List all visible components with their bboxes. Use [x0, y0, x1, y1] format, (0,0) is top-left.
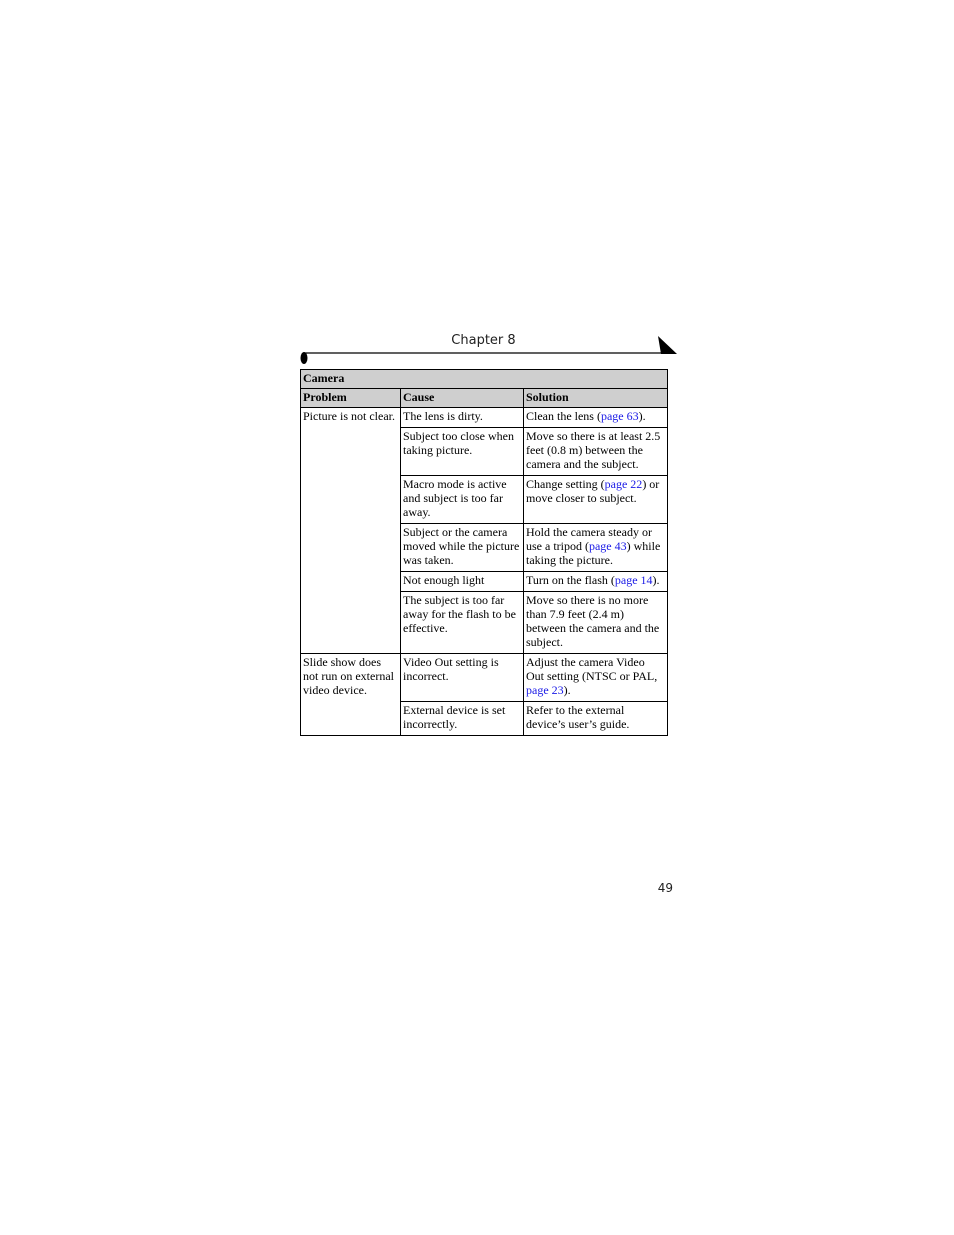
page-number: 49 [657, 881, 673, 895]
column-header-cause: Cause [401, 389, 524, 408]
solution-text: ). [638, 409, 646, 423]
solution-cell [524, 654, 668, 702]
page-link[interactable]: page 14 [614, 573, 653, 587]
solution-text: Refer to the external device’s user’s guide. [526, 703, 630, 731]
page-link[interactable]: page 43 [588, 539, 627, 553]
section-header-row [301, 370, 668, 389]
page-link[interactable]: page 22 [604, 477, 643, 491]
solution-text: ) or move closer to subject. [526, 477, 660, 505]
cause-cell: Subject or the camera moved while the picture was taken. [401, 524, 524, 572]
solution-cell [524, 524, 668, 572]
column-header-problem: Problem [301, 389, 401, 408]
table-row [301, 408, 668, 428]
problem-cell: Slide show does not run on external video device. [301, 654, 401, 736]
column-header-solution: Solution [524, 389, 668, 408]
chapter-title: Chapter 8 [451, 333, 516, 348]
rule-end-cap [301, 352, 308, 364]
cause-cell: Subject too close when taking picture. [401, 428, 524, 476]
solution-text: Change setting ( [526, 477, 605, 491]
solution-cell [524, 476, 668, 524]
solution-text: Adjust the camera Video Out setting (NTSC or PAL, [526, 655, 658, 683]
cause-cell: Not enough light [401, 572, 524, 592]
cause-cell: Video Out setting is incorrect. [401, 654, 524, 702]
table-row [301, 654, 668, 702]
page-link[interactable]: page 23 [526, 683, 564, 697]
solution-cell [524, 572, 668, 592]
troubleshooting-table [300, 369, 668, 736]
page-link[interactable]: page 63 [600, 409, 639, 423]
rule-arrow-icon [658, 336, 677, 354]
cause-cell: The lens is dirty. [401, 408, 524, 428]
solution-text: Hold the camera steady or use a tripod ( [526, 525, 652, 553]
solution-cell [524, 702, 668, 736]
solution-text: Move so there is no more than 7.9 feet (2.4 m) between the camera and the subject. [526, 593, 660, 649]
solution-text: Move so there is at least 2.5 feet (0.8 m) between the camera and the subject. [526, 429, 661, 471]
cause-cell: Macro mode is active and subject is too far away. [401, 476, 524, 524]
cause-cell: The subject is too far away for the flash to be effective. [401, 592, 524, 654]
cause-cell: External device is set incorrectly. [401, 702, 524, 736]
solution-text: ) while taking the picture. [526, 539, 661, 567]
problem-cell: Picture is not clear. [301, 408, 401, 654]
solution-text: Clean the lens ( [526, 409, 601, 423]
column-header-row [301, 389, 668, 408]
solution-text: Turn on the flash ( [526, 573, 615, 587]
header-rule [296, 333, 680, 369]
solution-text: ). [563, 683, 571, 697]
solution-text: ). [652, 573, 660, 587]
solution-cell [524, 428, 668, 476]
solution-cell [524, 592, 668, 654]
section-title: Camera [301, 370, 668, 389]
solution-cell [524, 408, 668, 428]
